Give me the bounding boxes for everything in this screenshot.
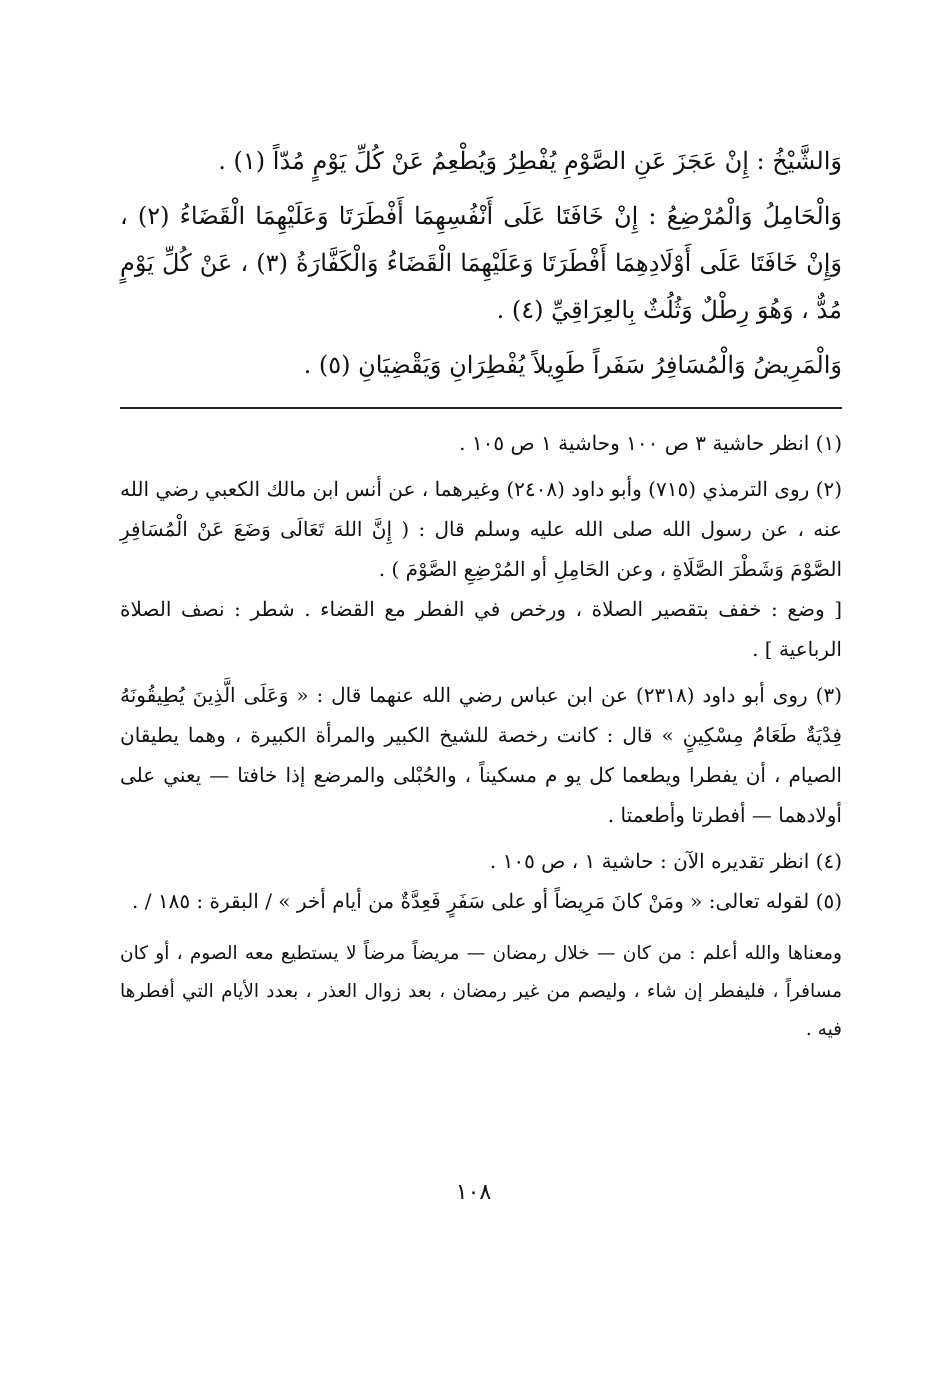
page-number: ١٠٨	[455, 1180, 492, 1205]
main-paragraph-old-man: وَالشَّيْخُ : إِنْ عَجَزَ عَنِ الصَّوْمِ يُفْطِرُ وَيُطْعِمُ عَنْ كُلِّ يَوْمٍ مُدّاً (١) .	[218, 147, 842, 175]
footnote-3: (٣) روى أبو داود (٢٣١٨) عن ابن عباس رضي الله عنهما قال : « وَعَلَى الَّذِينَ يُطِيقُونَهُ فِدْيَةٌ طَعَامُ مِسْكِينٍ » قال : كانت رخصة للشيخ الكبير والمرأة الكبيرة ، وهما يطيقان الصيام ، أن يفطرا ويطعما كل يو م مسكيناً ، والحُبْلى والمرضع إذا خافتا — يعني على أولادهما — أفطرتا وأطعمتا .	[120, 683, 842, 827]
main-paragraph-pregnant-nursing: وَالْحَامِلُ وَالْمُرْضِعُ : إِنْ خَافَتَا عَلَى أَنْفُسِهِمَا أَفْطَرَتَا وَعَلَيْهِمَا الْقَضَاءُ (٢) ، وَإِنْ خَافَتَا عَلَى أَوْلَادِهِمَا أَفْطَرَتَا وَعَلَيْهِمَا الْقَضَاءُ وَالْكَفَّارَةُ (٣) ، عَنْ كُلِّ يَوْمٍ مُدٌّ ، وَهُوَ رِطْلٌ وَثُلُثٌ بِالعِرَاقِيِّ (٤) .	[120, 202, 842, 324]
footnote-4: (٤) انظر تقديره الآن : حاشية ١ ، ص ١٠٥ .	[489, 849, 842, 873]
closing-note-text: ومعناها والله أعلم : من كان — خلال رمضان — مريضاً مرضاً لا يستطيع معه الصوم ، أو كان مسافراً ، فليفطر إن شاء ، وليصم من غير رمضان ، بعد زوال العذر ، بعدد الأيام التي أفطرها فيه .	[120, 943, 842, 1040]
footnote-1: (١) انظر حاشية ٣ ص ١٠٠ وحاشية ١ ص ١٠٥ .	[459, 431, 842, 455]
page-body	[120, 138, 842, 1049]
main-paragraph-sick-traveler: وَالْمَرِيضُ وَالْمُسَافِرُ سَفَراً طَوِيلاً يُفْطِرَانِ وَيَقْضِيَانِ (٥) .	[303, 351, 842, 379]
main-text	[120, 138, 842, 389]
footnote-separator	[120, 407, 842, 409]
footnotes	[120, 423, 842, 921]
footnote-5: (٥) لقوله تعالى: « ومَنْ كانَ مَرِيضاً أو على سَفَرٍ فَعِدَّةٌ من أيام أخر » / البقرة : ١٨٥ / .	[132, 889, 842, 913]
footnote-2: (٢) روى الترمذي (٧١٥) وأبو داود (٢٤٠٨) وغيرهما ، عن أنس ابن مالك الكعبي رضي الله عنه ، عن رسول الله صلى الله عليه وسلم قال : ( إِنَّ اللهَ تَعَالَى وَضَعَ عَنْ الْمُسَافِرِ الصَّوْمَ وَشَطْرَ الصَّلَاةِ ، وعن الحَامِلِ أو المُرْضِعِ الصَّوْمَ ) .	[120, 477, 842, 581]
footnote-2-gloss: [ وضع : خفف بتقصير الصلاة ، ورخص في الفطر مع القضاء . شطر : نصف الصلاة الرباعية ] .	[120, 597, 842, 661]
closing-note	[120, 935, 842, 1049]
